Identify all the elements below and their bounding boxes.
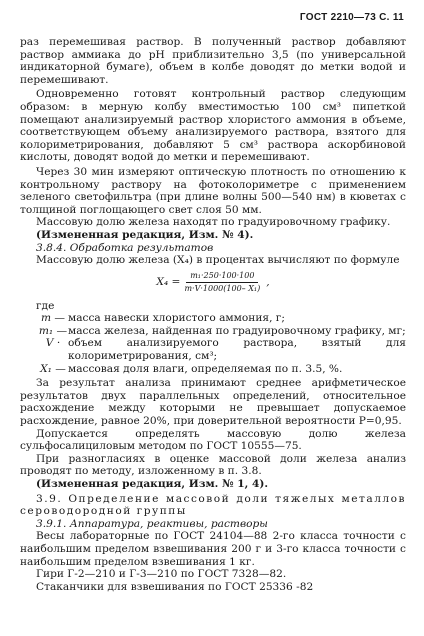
amendment-note: (Измененная редакция, Изм. № 1, 4). <box>36 478 269 490</box>
formula-lhs: X₄ = <box>156 275 181 288</box>
definition-item <box>38 312 406 325</box>
paragraph: Массовую долю железа находят по градуировочному графику. <box>36 216 391 229</box>
definition-text: масса навески хлористого аммония, г; <box>68 312 285 325</box>
section-heading: 3.8.4. Обработка результатов <box>36 241 214 254</box>
formula-denominator: m·V·1000(100– X₁) <box>184 283 261 293</box>
definition-symbol: m — <box>40 312 65 325</box>
formula-numerator: m₁·250·100·100 <box>186 271 258 283</box>
formula-tail: , <box>266 275 270 288</box>
page-body <box>20 36 406 593</box>
definition-item <box>38 337 406 362</box>
paragraph: Весы лабораторные по ГОСТ 24104—88 2-го класса точности с наибольшим пределом взвешивания 200 г и 3-го класса точности с наибольшим пределом взвешивания 1 кг. <box>20 530 406 568</box>
variable-definitions <box>38 312 406 375</box>
subsection-heading: 3.9.1. Аппаратура, реактивы, растворы <box>36 517 268 530</box>
formula-fraction <box>184 271 260 294</box>
paragraph: Через 30 мин измеряют оптическую плотность по отношению к контрольному раствору на фотоколориметре с применением зеленого светофильтра (при длине волны 500—540 нм) в кюветах с толщиной поглощающего свет слоя 50 мм. <box>20 165 406 216</box>
definition-symbol: m₁ — <box>38 324 68 337</box>
paragraph: Одновременно готовят контрольный раствор следующим образом: в мерную колбу вместимостью 100 см³ пипеткой помещают анализируемый раствор хлористого аммония в объеме, соответствующем объему анализируемого раствора, взятого для колориметрирования, добавляют 5 см³ раствора аскорбиновой кислоты, доводят водой до метки и перемешивают. <box>20 88 406 164</box>
page-header: ГОСТ 2210—73 С. 11 <box>299 12 404 23</box>
definition-symbol: X₁ — <box>40 362 66 375</box>
paragraph: Стаканчики для взвешивания по ГОСТ 25336 -82 <box>36 580 314 593</box>
formula <box>20 271 406 294</box>
paragraph: При разногласиях в оценке массовой доли железа анализ проводят по методу, изложенному в п. 3.8. <box>20 452 406 478</box>
paragraph: Допускается определять массовую долю железа сульфосалициловым методом по ГОСТ 10555—75. <box>20 427 406 453</box>
where-label: где <box>36 299 55 312</box>
paragraph: раз перемешивая раствор. В полученный раствор добавляют раствор аммиака до pH приблизительно 3,5 (по универсальной индикаторной бумаге), объем в колбе доводят до метки водой и перемешивают. <box>20 36 406 86</box>
definition-text: масса железа, найденная по градуировочному графику, мг; <box>68 324 406 337</box>
definition-item <box>38 325 406 338</box>
paragraph: За результат анализа принимают среднее арифметическое результатов двух параллельных определений, относительное расхождение между которыми не превышает допускаемое расхождение, равное 20%, при доверительной вероятности P=0,95. <box>20 377 406 428</box>
section-heading: 3.9. Определение массовой доли тяжелых металлов сероводородной группы <box>20 492 406 518</box>
definition-text: объем анализируемого раствора, взятый для колориметрирования, см³; <box>68 337 406 363</box>
paragraph: Гири Г-2—210 и Г-3—210 по ГОСТ 7328—82. <box>36 568 287 581</box>
definition-item <box>38 363 406 376</box>
definition-symbol: V · <box>45 337 61 350</box>
amendment-note: (Измененная редакция, Изм. № 4). <box>36 228 254 241</box>
definition-text: массовая доля влаги, определяемая по п. 3.5, %. <box>68 362 343 375</box>
paragraph: Массовую долю железа (X₄) в процентах вычисляют по формуле <box>36 254 400 267</box>
